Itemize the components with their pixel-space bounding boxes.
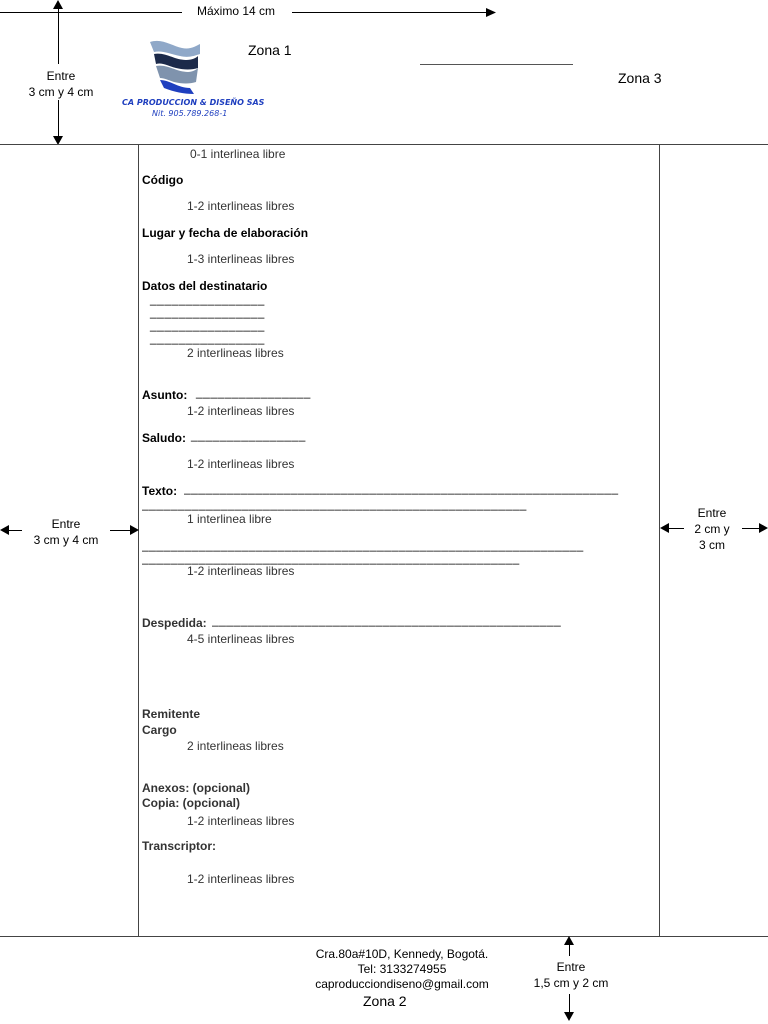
zona-2-label: Zona 2 [363, 993, 407, 1009]
top-margin-arrow-line-upper [58, 6, 59, 64]
spacing-note-1: 1-2 interlineas libres [187, 199, 295, 213]
spacing-note-7: 1-2 interlineas libres [187, 564, 295, 578]
bottom-margin-label-1: Entre [556, 960, 586, 974]
bottom-margin-label [524, 959, 618, 991]
footer-email: caproducciondiseno@gmail.com [315, 977, 489, 991]
codigo-label: Código [142, 173, 184, 187]
texto-line-3: ______________________________________________________________ [142, 538, 584, 552]
arrow-right-icon [759, 523, 768, 533]
left-margin-rule [138, 144, 139, 936]
anexos-label: Anexos: (opcional) [142, 781, 251, 795]
texto-line-4: _____________________________________________________ [142, 551, 520, 565]
top-margin-label-2: 3 cm y 4 cm [28, 85, 94, 99]
asunto-label: Asunto: [142, 388, 188, 402]
spacing-note-4: 1-2 interlineas libres [187, 404, 295, 418]
destinatario-line-1: ________________ [150, 292, 265, 306]
copia-label: Copia: (opcional) [142, 796, 240, 810]
texto-label: Texto: [142, 484, 178, 498]
footer-address: Cra.80a#10D, Kennedy, Bogotá. [315, 947, 489, 961]
transcriptor-label: Transcriptor: [142, 839, 217, 853]
spacing-note-2: 1-3 interlineas libres [187, 252, 295, 266]
left-margin-label-2: 3 cm y 4 cm [33, 533, 99, 547]
destinatario-label: Datos del destinatario [142, 279, 268, 293]
top-margin-label-1: Entre [46, 69, 76, 83]
destinatario-line-2: ________________ [150, 305, 265, 319]
texto-line-1: _____________________________________________________________ [184, 481, 619, 495]
saludo-line: ________________ [191, 428, 306, 442]
spacing-note-8: 4-5 interlineas libres [187, 632, 295, 646]
saludo-label: Saludo: [142, 431, 186, 445]
texto-line-2: ______________________________________________________ [142, 497, 527, 511]
left-margin-label [26, 516, 106, 548]
spacing-note-3: 2 interlineas libres [187, 346, 284, 360]
lugar-fecha-label: Lugar y fecha de elaboración [142, 226, 309, 240]
logo-nit: Nit. 905.789.268-1 [152, 109, 228, 118]
arrow-right-icon [486, 8, 496, 17]
top-margin-label [14, 68, 108, 100]
left-margin-arrow-line-right [110, 530, 132, 531]
left-margin-label-1: Entre [51, 517, 81, 531]
width-arrow-left-line [0, 12, 182, 13]
right-margin-rule [659, 144, 660, 936]
company-logo [110, 38, 265, 120]
destinatario-line-3: ________________ [150, 318, 265, 332]
zona-3-label: Zona 3 [618, 70, 662, 86]
spacing-note-9: 2 interlineas libres [187, 739, 284, 753]
header-rule [0, 144, 768, 145]
zona-3-rule [420, 64, 573, 65]
arrow-right-icon [130, 525, 139, 535]
spacing-note-6: 1 interlinea libre [187, 512, 272, 526]
bottom-margin-label-2: 1,5 cm y 2 cm [533, 976, 609, 990]
spacing-note-5: 1-2 interlineas libres [187, 457, 295, 471]
asunto-line: ________________ [196, 385, 311, 399]
right-margin-label-3: 3 cm [698, 538, 725, 552]
bottom-margin-arrow-line-lower [569, 994, 570, 1014]
max-width-label: Máximo 14 cm [197, 4, 276, 18]
wave-logo-icon [110, 38, 256, 96]
destinatario-line-4: ________________ [150, 331, 265, 345]
spacing-note-10: 1-2 interlineas libres [187, 814, 295, 828]
zona-1-label: Zona 1 [248, 42, 292, 58]
bottom-margin-arrow-line-upper [569, 942, 570, 956]
arrow-down-icon [564, 1012, 574, 1021]
spacing-note-11: 1-2 interlineas libres [187, 872, 295, 886]
right-margin-label-1: Entre [697, 506, 727, 520]
spacing-note-0: 0-1 interlinea libre [190, 147, 286, 161]
right-margin-label-2: 2 cm y [694, 522, 730, 536]
footer-phone: Tel: 3133274955 [357, 962, 447, 976]
despedida-label: Despedida: [142, 616, 207, 630]
footer-contact [292, 947, 512, 992]
despedida-line: _________________________________________________ [212, 613, 562, 627]
remitente-label: Remitente [142, 707, 201, 721]
right-margin-arrow-line-left [664, 528, 684, 529]
left-margin-arrow-line-left [4, 530, 22, 531]
right-margin-label [684, 505, 740, 553]
width-arrow-right-line [292, 12, 490, 13]
cargo-label: Cargo [142, 723, 177, 737]
logo-company-name: CA PRODUCCION & DISEÑO SAS [122, 98, 265, 107]
footer-rule [0, 936, 768, 937]
top-margin-arrow-line-lower [58, 100, 59, 138]
